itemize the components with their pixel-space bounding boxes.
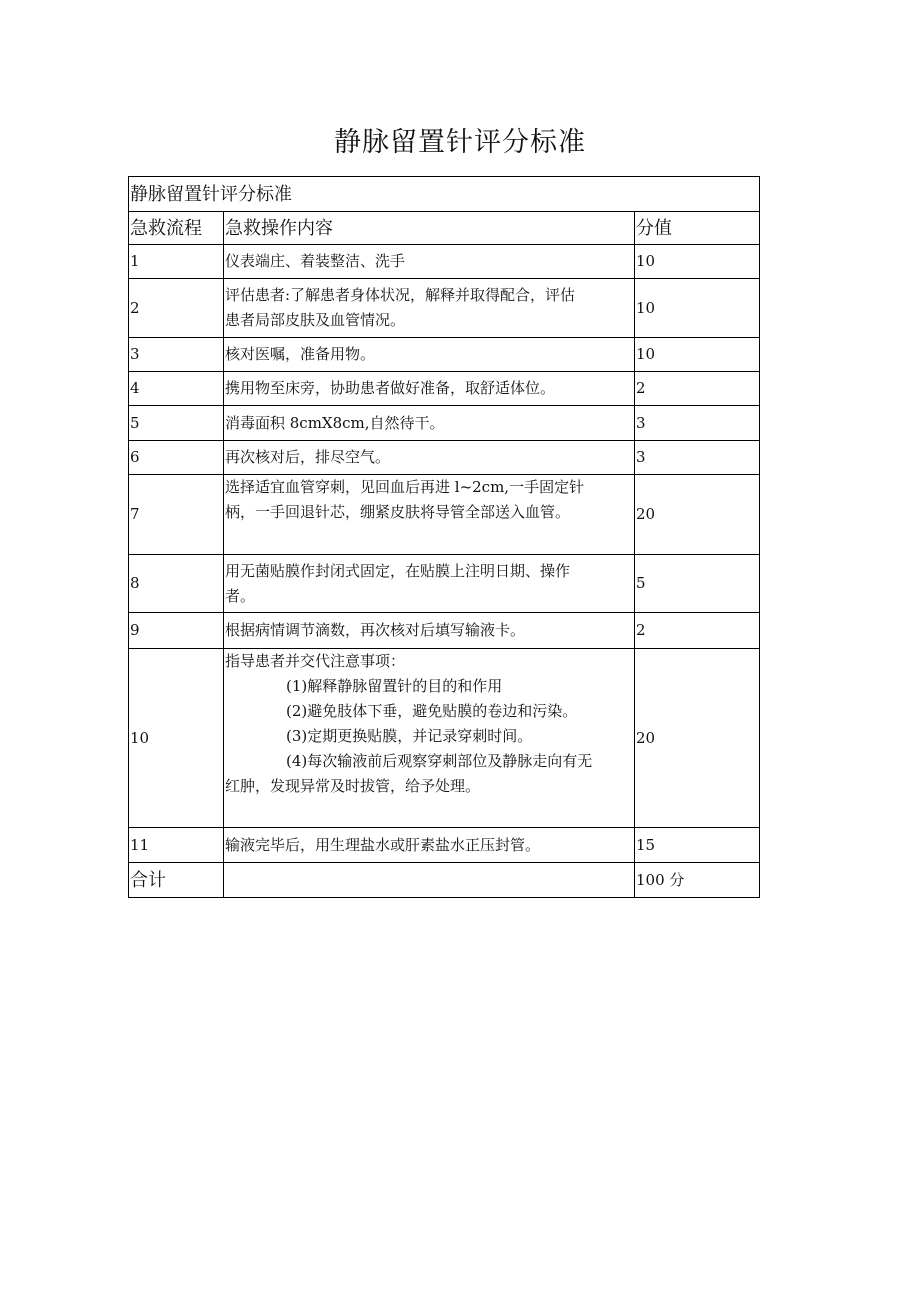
content-line: 患者局部皮肤及血管情况。 bbox=[225, 311, 406, 329]
content-line: 输液完毕后，用生理盐水或肝素盐水正压封管。 bbox=[225, 835, 541, 854]
table-header-row bbox=[129, 212, 760, 245]
content-line: (3)定期更换贴膜，并记录穿刺时间。 bbox=[286, 727, 533, 745]
table-row bbox=[129, 279, 760, 338]
table-row bbox=[129, 555, 760, 613]
table-row bbox=[129, 828, 760, 863]
step-cell: 11 bbox=[129, 828, 224, 863]
header-score: 分值 bbox=[635, 212, 760, 245]
content-line: 用无菌贴膜作封闭式固定，在贴膜上注明日期、操作 bbox=[225, 561, 571, 580]
page-title: 静脉留置针评分标准 bbox=[334, 127, 586, 158]
score-cell: 10 bbox=[635, 245, 760, 279]
header-step: 急救流程 bbox=[129, 212, 224, 245]
content-line: 消毒面积 8cmX8cm,自然待干。 bbox=[225, 413, 445, 432]
content-cell bbox=[224, 613, 635, 649]
content-cell bbox=[224, 649, 635, 828]
step-cell: 6 bbox=[129, 441, 224, 475]
score-cell: 3 bbox=[635, 441, 760, 475]
score-cell: 10 bbox=[635, 279, 760, 338]
score-cell: 2 bbox=[635, 613, 760, 649]
content-cell bbox=[224, 338, 635, 372]
table-row bbox=[129, 475, 760, 555]
step-cell: 2 bbox=[129, 279, 224, 338]
step-cell: 5 bbox=[129, 406, 224, 441]
table-caption-row bbox=[129, 177, 760, 212]
total-score: 100 分 bbox=[635, 863, 760, 898]
table-total-row bbox=[129, 863, 760, 898]
table-row bbox=[129, 441, 760, 475]
step-cell: 10 bbox=[129, 649, 224, 828]
table-row bbox=[129, 406, 760, 441]
content-cell bbox=[224, 279, 635, 338]
score-cell: 20 bbox=[635, 649, 760, 828]
total-label: 合计 bbox=[129, 863, 224, 898]
content-line: 者。 bbox=[225, 586, 256, 605]
scoring-table bbox=[128, 176, 760, 898]
content-line: 指导患者并交代注意事项： bbox=[225, 652, 406, 670]
content-cell bbox=[224, 406, 635, 441]
content-line: 再次核对后，排尽空气。 bbox=[225, 448, 391, 466]
score-cell: 3 bbox=[635, 406, 760, 441]
content-line: 核对医嘱，准备用物。 bbox=[225, 345, 376, 363]
content-line: 评估患者:了解患者身体状况，解释并取得配合，评估 bbox=[225, 286, 576, 304]
step-cell: 1 bbox=[129, 245, 224, 279]
content-line: (4)每次输液前后观察穿刺部位及静脉走向有无 bbox=[286, 752, 593, 770]
table-row bbox=[129, 338, 760, 372]
content-cell bbox=[224, 441, 635, 475]
step-cell: 8 bbox=[129, 555, 224, 613]
content-cell bbox=[224, 828, 635, 863]
content-cell bbox=[224, 245, 635, 279]
table-row bbox=[129, 613, 760, 649]
table-row bbox=[129, 649, 760, 828]
score-cell: 20 bbox=[635, 475, 760, 555]
table-caption: 静脉留置针评分标准 bbox=[129, 177, 760, 212]
step-cell: 9 bbox=[129, 613, 224, 649]
content-line: 携用物至床旁，协助患者做好准备，取舒适体位。 bbox=[225, 379, 556, 397]
header-content: 急救操作内容 bbox=[224, 212, 635, 245]
score-cell: 10 bbox=[635, 338, 760, 372]
total-content bbox=[224, 863, 635, 898]
content-cell bbox=[224, 555, 635, 613]
score-cell: 2 bbox=[635, 372, 760, 406]
content-cell bbox=[224, 475, 635, 555]
score-cell: 15 bbox=[635, 828, 760, 863]
content-line: 柄，一手回退针芯，绷紧皮肤将导管全部送入血管。 bbox=[225, 503, 571, 521]
content-line: (2)避免肢体下垂，避免贴膜的卷边和污染。 bbox=[286, 702, 578, 720]
step-cell: 4 bbox=[129, 372, 224, 406]
table-row bbox=[129, 245, 760, 279]
content-line: 仪表端庄、着装整洁、洗手 bbox=[225, 252, 406, 270]
content-line: 根据病情调节滴数，再次核对后填写输液卡。 bbox=[225, 621, 526, 639]
content-line: 选择适宜血管穿刺，见回血后再进 l~2cm,一手固定针 bbox=[225, 478, 585, 496]
content-cell bbox=[224, 372, 635, 406]
content-line: (1)解释静脉留置针的目的和作用 bbox=[286, 677, 503, 695]
step-cell: 3 bbox=[129, 338, 224, 372]
score-cell: 5 bbox=[635, 555, 760, 613]
step-cell: 7 bbox=[129, 475, 224, 555]
content-line: 红肿，发现异常及时拔管，给予处理。 bbox=[225, 777, 481, 795]
table-row bbox=[129, 372, 760, 406]
